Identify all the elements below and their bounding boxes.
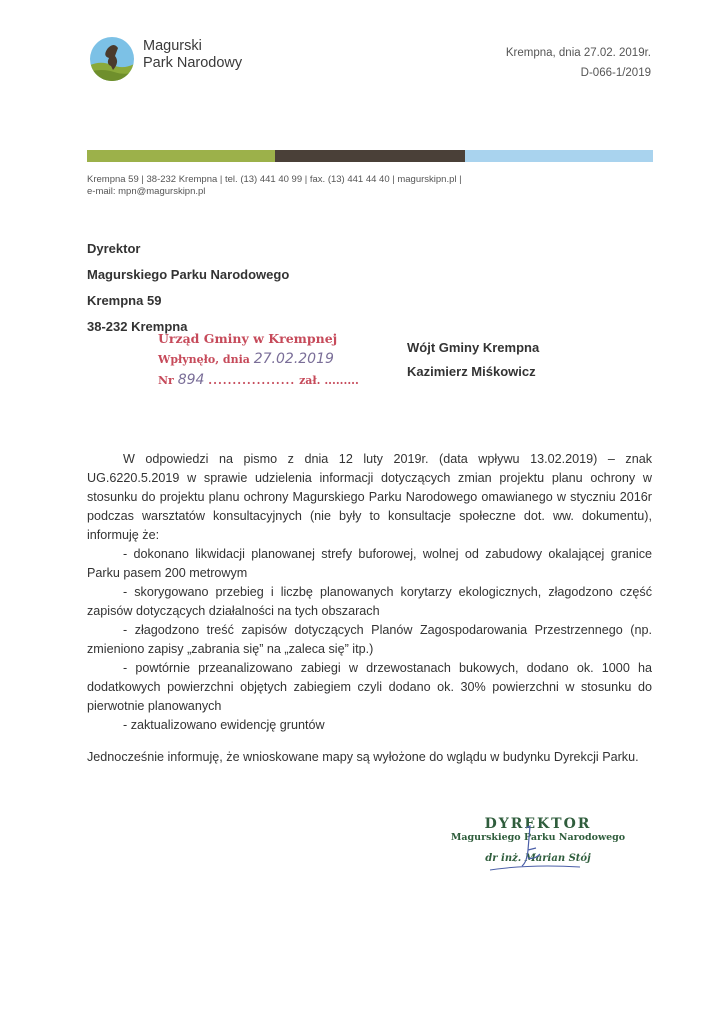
org-name [143, 38, 242, 72]
sender-block [87, 236, 289, 340]
contact-line-email: e-mail: mpn@magurskipn.pl [87, 186, 206, 197]
stamp-number-value: 894 [177, 372, 205, 388]
list-item: - skorygowano przebieg i liczbę planowanych korytarzy ekologicznych, złagodzono część zapisów dotyczących działalności na tych obszarach [87, 585, 652, 618]
contact-info [87, 174, 587, 198]
list-item: - powtórnie przeanalizowano zabiegi w drzewostanach bukowych, dodano ok. 1000 ha dodatkowych powierzchni objętych zabiegiem czyli dodano ok. 30% powierzchni w stosunku do pierwotnie planowanych [87, 661, 652, 713]
band-segment-dark [275, 150, 465, 162]
letterhead-color-band [87, 150, 653, 162]
org-name-line1: Magurski [143, 38, 202, 54]
recipient-title: Wójt Gminy Krempna [407, 340, 540, 355]
body-intro: W odpowiedzi na pismo z dnia 12 luty 2019r. (data wpływu 13.02.2019) – znak UG.6220.5.2019 w sprawie udzielenia informacji dotyczących zmian projektu planu ochrony w stosunku do projektu planu ochrony Magurskiego Parku Narodowego omawianego w styczniu 2016r podczas warsztatów konsultacyjnych (nie były to konsultacje społeczne dot. ww. dokumentu), informuję że: [87, 452, 652, 542]
stamp-number-label: Nr [158, 374, 174, 387]
stamp-attachments-label: zał. [299, 374, 321, 387]
list-item: - złagodzono treść zapisów dotyczących Planów Zagospodarowania Przestrzennego (np. zmieniono zapisy „zabrania się” na „zaleca się” itp.) [87, 623, 652, 656]
sender-title: Dyrektor [87, 241, 141, 256]
letter-body [87, 450, 652, 735]
org-name-line2: Park Narodowy [143, 55, 243, 71]
sender-postal: 38-232 Krempna [87, 319, 188, 334]
reference-number: D-066-1/2019 [580, 67, 651, 79]
place-date: Krempna, dnia 27.02. 2019r. [505, 47, 651, 59]
signature-stamp-title: DYREKTOR [484, 816, 592, 832]
list-item: - zaktualizowano ewidencję gruntów [123, 718, 325, 732]
stamp-received-date: 27.02.2019 [253, 351, 334, 367]
band-segment-green [87, 150, 275, 162]
sender-organization: Magurskiego Parku Narodowego [87, 267, 290, 282]
band-segment-blue [465, 150, 653, 162]
recipient-name: Kazimierz Miśkowicz [407, 364, 536, 379]
handwritten-signature [470, 820, 610, 880]
received-stamp [158, 331, 359, 388]
signature-stamp-name: dr inż. Marian Stój [485, 853, 591, 864]
stamp-received-label: Wpłynęło, dnia [158, 353, 250, 366]
list-item: - dokonano likwidacji planowanej strefy buforowej, wolnej od zabudowy okalającej granice Parku pasem 200 metrowym [87, 547, 652, 580]
signature-stamp-org: Magurskiego Parku Narodowego [450, 832, 626, 843]
sender-street: Krempna 59 [87, 293, 162, 308]
stamp-number-line: Nr 894 .................. zał. ......... [158, 372, 359, 388]
contact-line-address: Krempna 59 | 38-232 Krempna | tel. (13) 441 40 99 | fax. (13) 441 44 40 | magurskipn.pl | [87, 174, 462, 185]
stamp-received-line [158, 351, 359, 367]
body-closing: Jednocześnie informuję, że wnioskowane mapy są wyłożone do wglądu w budynku Dyrekcji Parku. [87, 750, 639, 764]
recipient-block [407, 336, 539, 384]
park-logo-icon [88, 36, 136, 82]
stamp-title: Urząd Gminy w Krempnej [158, 331, 338, 346]
